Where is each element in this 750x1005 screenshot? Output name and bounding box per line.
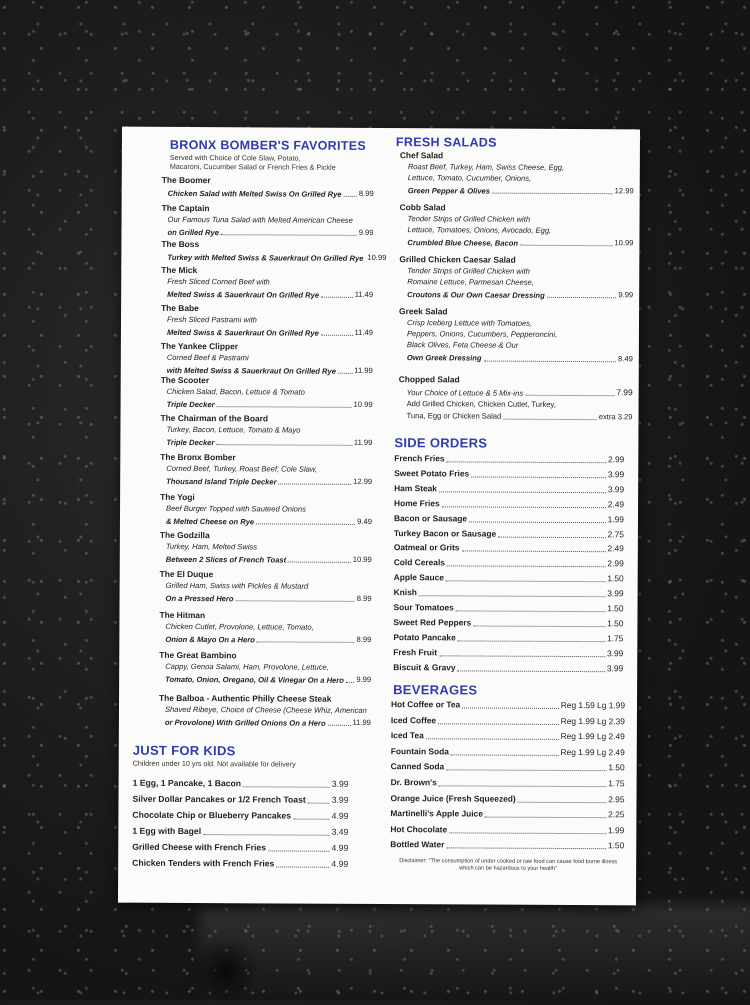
item-name: Sweet Potato Fries — [394, 467, 469, 480]
item-price: 8.99 — [357, 592, 372, 605]
item-row — [159, 715, 371, 729]
dot-leader — [446, 580, 605, 583]
dot-leader — [419, 594, 605, 597]
item-name: Green Pepper & Olives — [408, 185, 490, 197]
dot-leader — [328, 724, 351, 726]
beverage-items — [390, 128, 634, 129]
beverage-item — [390, 823, 624, 837]
dot-leader — [438, 722, 559, 725]
item-description: Turkey, Bacon, Lettuce, Tomato & Mayo — [160, 424, 372, 436]
item-description: Crisp Iceberg Lettuce with Tomatoes, — [399, 317, 633, 329]
dot-leader — [503, 418, 597, 420]
item-name: Hot Chocolate — [390, 823, 447, 836]
item-name: with Melted Swiss & Sauerkraut On Grilled Rye — [167, 365, 336, 377]
item-row — [160, 552, 372, 566]
item-price: 2.49 — [607, 543, 623, 556]
side-item — [393, 646, 623, 660]
shadow — [190, 935, 260, 1005]
item-description: Black Olives, Feta Cheese & Our — [399, 340, 633, 352]
item-name: The Yankee Clipper — [161, 341, 373, 353]
item-row — [399, 351, 633, 365]
item-price: 9.99 — [359, 226, 374, 239]
menu-item — [399, 254, 633, 302]
menu-item — [161, 265, 373, 301]
menu-item — [161, 239, 373, 264]
item-name: Croutons & Our Own Caesar Dressing — [407, 289, 545, 301]
dot-leader — [471, 475, 606, 478]
item-price: 11.99 — [354, 364, 373, 377]
item-price: 10.99 — [353, 553, 372, 566]
section-title-bronx: BRONX BOMBER'S FAVORITES — [170, 138, 366, 153]
item-name: Fresh Fruit — [393, 646, 437, 659]
item-name: Sour Tomatoes — [393, 601, 453, 614]
kids-item — [132, 809, 348, 823]
item-name: The Bronx Bomber — [160, 452, 372, 464]
item-price: 11.49 — [354, 326, 373, 339]
side-item — [394, 497, 624, 511]
side-items — [390, 128, 634, 129]
item-price: 3.99 — [607, 647, 623, 660]
dot-leader — [461, 550, 605, 553]
item-row — [399, 385, 633, 399]
item-description: Lettuce, Tomato, Cucumber, Onions, — [400, 172, 634, 184]
dot-leader — [447, 565, 605, 568]
dot-leader — [308, 802, 330, 804]
item-description: Turkey, Ham, Melted Swiss — [160, 541, 372, 553]
menu-item — [399, 202, 633, 250]
dot-leader — [484, 359, 617, 362]
kids-item — [132, 825, 348, 839]
item-description: Roast Beef, Turkey, Ham, Swiss Cheese, Egg, — [400, 161, 634, 173]
item-row — [398, 409, 632, 423]
item-name: The Godzilla — [160, 530, 372, 542]
item-name: Apple Sauce — [394, 571, 444, 584]
item-name: Oatmeal or Grits — [394, 541, 460, 554]
right-column — [390, 128, 634, 129]
bronx-items — [128, 127, 382, 128]
item-name: French Fries — [394, 452, 444, 465]
section-note: Children under 10 yrs old. Not available for delivery — [133, 759, 296, 770]
dot-leader — [451, 753, 559, 756]
menu-item — [161, 341, 373, 377]
side-item — [393, 616, 623, 630]
item-name: Home Fries — [394, 497, 440, 510]
item-row — [400, 184, 634, 198]
beverage-item — [390, 838, 624, 852]
item-name: 1 Egg with Bagel — [132, 825, 201, 838]
item-name: On a Pressed Hero — [166, 593, 234, 605]
dot-leader — [520, 244, 612, 246]
item-name: Chocolate Chip or Blueberry Pancakes — [132, 809, 291, 823]
item-name: Crumbled Blue Cheese, Bacon — [407, 237, 518, 249]
side-item — [393, 631, 623, 645]
dot-leader — [525, 394, 614, 396]
item-name: The Scooter — [161, 375, 373, 387]
item-row — [399, 236, 633, 250]
item-description: Lettuce, Tomatoes, Onions, Avocado, Egg, — [399, 224, 633, 236]
menu-sheet — [118, 127, 640, 906]
item-price: 12.99 — [353, 475, 372, 488]
item-price: 2.99 — [608, 453, 624, 466]
item-description: Corned Beef, Turkey, Roast Beef, Cole Slaw, — [160, 463, 372, 475]
item-name: Tomato, Onion, Oregano, Oil & Vinegar On a Hero — [165, 674, 344, 686]
item-name: Silver Dollar Pancakes or 1/2 French Toast — [132, 793, 305, 807]
item-name: Greek Salad — [399, 306, 633, 318]
beverage-item — [391, 714, 625, 728]
dot-leader — [279, 483, 352, 485]
dot-leader — [217, 405, 352, 408]
item-name: Orange Juice (Fresh Squeezed) — [390, 792, 515, 806]
item-name: Cold Cereals — [394, 556, 445, 569]
item-description: Grilled Ham, Swiss with Pickles & Mustard — [160, 580, 372, 592]
item-name: Knish — [394, 586, 417, 599]
dot-leader — [236, 599, 355, 602]
dot-leader — [321, 296, 353, 298]
item-description: Corned Beef & Pastrami — [161, 352, 373, 364]
item-row — [161, 250, 373, 264]
salad-items — [390, 128, 634, 129]
item-price: 3.99 — [332, 794, 349, 807]
dot-leader — [518, 800, 606, 802]
item-price: 1.50 — [607, 617, 623, 630]
section-title-kids: JUST FOR KIDS — [133, 743, 236, 759]
item-name: The Babe — [161, 303, 373, 315]
item-name: Biscuit & Gravy — [393, 661, 455, 674]
beverage-item — [391, 698, 625, 712]
side-item — [394, 571, 624, 585]
item-price: 1.50 — [607, 572, 623, 585]
item-price: 10.99 — [367, 251, 386, 264]
item-name: Chicken Tenders with French Fries — [132, 857, 274, 871]
menu-item — [161, 375, 373, 411]
dot-leader — [442, 505, 606, 508]
item-description: Peppers, Onions, Cucumbers, Pepperoncini, — [399, 328, 633, 340]
item-name: Sweet Red Peppers — [393, 616, 471, 629]
side-item — [394, 482, 624, 496]
item-row — [399, 288, 633, 302]
side-item — [393, 661, 623, 675]
dot-leader — [458, 639, 605, 642]
item-price: 10.99 — [614, 237, 633, 250]
dot-leader — [344, 195, 357, 197]
item-row — [160, 474, 372, 488]
item-name: 1 Egg, 1 Pancake, 1 Bacon — [133, 777, 242, 791]
dot-leader — [276, 865, 329, 867]
item-name: The Hitman — [159, 610, 371, 622]
item-name: The Captain — [162, 203, 374, 215]
dot-leader — [216, 443, 352, 446]
item-name: Cobb Salad — [400, 202, 634, 214]
item-price: 11.99 — [352, 716, 371, 729]
item-price: 1.99 — [608, 824, 624, 837]
menu-item — [161, 303, 373, 339]
item-description: Your Choice of Lettuce & 5 Mix-ins — [407, 387, 524, 399]
item-description: Fresh Sliced Pastrami with — [161, 314, 373, 326]
dot-leader — [547, 296, 617, 298]
menu-item — [160, 413, 372, 449]
kids-item — [132, 857, 348, 871]
item-name: The Balboa - Authentic Philly Cheese Steak — [159, 693, 371, 705]
item-name: The El Duque — [160, 569, 372, 581]
item-name: Martinelli's Apple Juice — [390, 807, 483, 820]
item-name: on Grilled Rye — [167, 227, 219, 238]
item-name: The Yogi — [160, 492, 372, 504]
dot-leader — [473, 624, 605, 627]
item-name: Melted Swiss & Sauerkraut On Grilled Rye — [167, 327, 319, 339]
kids-item — [132, 841, 348, 855]
item-description: Add Grilled Chicken, Chicken Cutlet, Turkey, — [399, 398, 633, 410]
dot-leader — [492, 192, 613, 195]
item-price: 2.75 — [608, 528, 624, 541]
item-price: 1.99 — [608, 513, 624, 526]
dot-leader — [256, 523, 355, 526]
menu-item — [159, 610, 371, 646]
side-item — [394, 541, 624, 555]
item-name: or Provolone) With Grilled Onions On a Hero — [165, 717, 326, 729]
dot-leader — [456, 609, 605, 612]
item-name: Chef Salad — [400, 150, 634, 162]
item-description: Chicken Salad, Bacon, Lettuce & Tomato — [161, 386, 373, 398]
item-price: 3.99 — [608, 483, 624, 496]
left-column — [128, 127, 382, 128]
menu-item — [159, 693, 371, 729]
side-item — [394, 527, 624, 541]
side-item — [393, 601, 623, 615]
item-name: Iced Tea — [391, 729, 424, 742]
dot-leader — [321, 334, 353, 336]
dot-leader — [446, 847, 606, 850]
item-price: 4.99 — [331, 842, 348, 855]
item-price: 4.99 — [331, 858, 348, 871]
menu-item — [160, 530, 372, 566]
item-price: 3.99 — [608, 468, 624, 481]
item-description: Cappy, Genoa Salami, Ham, Provolone, Lettuce, — [159, 661, 371, 673]
dot-leader — [288, 561, 351, 563]
item-row — [162, 186, 374, 200]
menu-item — [160, 452, 372, 488]
side-item — [394, 556, 624, 570]
dot-leader — [257, 641, 355, 644]
item-name: Melted Swiss & Sauerkraut On Grilled Rye — [167, 289, 319, 301]
dot-leader — [203, 833, 330, 836]
dot-leader — [439, 784, 606, 787]
item-name: Dr. Brown's — [391, 776, 437, 789]
kids-item — [132, 793, 348, 807]
item-name: Iced Coffee — [391, 714, 436, 727]
dot-leader — [446, 769, 606, 772]
item-price: 2.95 — [608, 793, 624, 806]
item-description: Our Famous Tuna Salad with Melted American Cheese — [162, 214, 374, 226]
item-name: The Boomer — [162, 175, 374, 187]
item-price: 9.99 — [356, 673, 371, 686]
item-price: 11.99 — [354, 436, 373, 449]
menu-item — [161, 203, 373, 239]
item-name: Triple Decker — [167, 399, 215, 410]
item-name: Triple Decker — [166, 437, 214, 448]
beverage-item — [391, 729, 625, 743]
dot-leader — [498, 535, 605, 538]
dot-leader — [293, 818, 330, 820]
beverage-item — [390, 792, 624, 806]
item-price: 1.75 — [608, 777, 624, 790]
side-item — [394, 512, 624, 526]
item-price: 12.99 — [615, 185, 634, 198]
item-name: Grilled Chicken Caesar Salad — [399, 254, 633, 266]
dot-leader — [469, 520, 606, 523]
item-name: The Great Bambino — [159, 650, 371, 662]
item-description: Romaine Lettuce, Parmesan Cheese, — [399, 276, 633, 288]
item-row — [159, 672, 371, 686]
item-name: Potato Pancake — [393, 631, 455, 644]
dot-leader — [462, 706, 559, 709]
item-description: Tender Strips of Grilled Chicken with — [400, 213, 634, 225]
item-price: 9.99 — [618, 289, 633, 302]
item-name: Hot Coffee or Tea — [391, 698, 460, 711]
kids-item — [133, 777, 349, 791]
menu-item — [399, 306, 633, 365]
item-price: 9.49 — [357, 515, 372, 528]
item-price: 2.99 — [607, 557, 623, 570]
item-name: Turkey Bacon or Sausage — [394, 527, 496, 541]
item-price: 1.50 — [608, 840, 624, 853]
section-title-beverages: BEVERAGES — [393, 682, 477, 697]
section-note: Macaroni, Cucumber Salad or French Fries & Pickle — [170, 162, 336, 173]
dot-leader — [346, 681, 354, 683]
kids-items — [128, 127, 382, 128]
item-row — [160, 435, 372, 449]
item-name: Canned Soda — [391, 760, 445, 773]
item-name: Thousand Island Triple Decker — [166, 476, 276, 488]
item-name: Turkey with Melted Swiss & Sauerkraut On Grilled Rye — [167, 252, 363, 264]
menu-item — [160, 569, 372, 605]
dot-leader — [439, 490, 606, 493]
item-row — [161, 325, 373, 339]
dot-leader — [485, 816, 606, 819]
item-price: Reg 1.59 Lg 1.99 — [561, 699, 625, 712]
item-price: 8.99 — [357, 633, 372, 646]
item-description: Fresh Sliced Corned Beef with — [161, 276, 373, 288]
item-row — [160, 591, 372, 605]
item-name: Chopped Salad — [399, 374, 633, 386]
item-price: 2.25 — [608, 808, 624, 821]
section-title-salads: FRESH SALADS — [396, 135, 497, 150]
dot-leader — [439, 654, 605, 657]
item-description: Tender Strips of Grilled Chicken with — [399, 265, 633, 277]
item-row — [160, 514, 372, 528]
dot-leader — [426, 737, 559, 740]
item-price: extra 3.29 — [599, 410, 633, 423]
menu-item — [160, 492, 372, 528]
item-description: Shaved Ribeye, Choice of Cheese (Cheese Whiz, American — [159, 704, 371, 716]
item-name: Fountain Soda — [391, 745, 449, 758]
item-price: 8.49 — [618, 352, 633, 365]
item-price: 2.49 — [608, 498, 624, 511]
dot-leader — [449, 831, 606, 834]
dot-leader — [447, 460, 606, 463]
menu-item — [159, 650, 371, 686]
item-row — [161, 225, 373, 239]
dot-leader — [338, 372, 352, 374]
item-price: 10.99 — [354, 398, 373, 411]
item-price: 1.75 — [607, 632, 623, 645]
disclaimer-line: which can be hazardous to your health" — [386, 865, 630, 873]
item-name: Between 2 Slices of French Toast — [166, 554, 286, 566]
menu-item — [162, 175, 374, 200]
item-price: 7.99 — [616, 386, 632, 399]
menu-item — [400, 150, 634, 198]
dot-leader — [221, 233, 357, 236]
beverage-item — [391, 760, 625, 774]
item-name: Bottled Water — [390, 838, 444, 851]
dot-leader — [268, 849, 330, 851]
section-title-sides: SIDE ORDERS — [394, 435, 487, 450]
item-price: 3.99 — [607, 662, 623, 675]
item-name: The Mick — [161, 265, 373, 277]
disclaimer-line: Disclaimer: "The consumption of under cooked or raw food can cause food borne illness — [386, 858, 630, 866]
item-price: 3.49 — [332, 826, 349, 839]
side-item — [394, 452, 624, 466]
item-price: Reg 1.99 Lg 2.49 — [560, 746, 624, 759]
beverage-item — [391, 745, 625, 759]
item-description: Tuna, Egg or Chicken Salad — [406, 409, 501, 422]
section-note: Served with Choice of Cole Slaw, Potato, — [170, 153, 301, 164]
item-name: Grilled Cheese with French Fries — [132, 841, 266, 855]
item-name: Onion & Mayo On a Hero — [165, 634, 255, 646]
dot-leader — [458, 669, 605, 672]
item-row — [159, 632, 371, 646]
beverage-item — [391, 776, 625, 790]
item-price: Reg 1.99 Lg 2.49 — [561, 730, 625, 743]
item-description: Beef Burger Topped with Sauteed Onions — [160, 503, 372, 515]
beverage-item — [390, 807, 624, 821]
floor-reflection — [200, 905, 750, 1000]
disclaimer — [386, 858, 630, 873]
item-price: 4.99 — [332, 810, 349, 823]
item-description: Chicken Cutlet, Provolone, Lettuce, Tomato, — [159, 621, 371, 633]
item-price: 1.50 — [608, 762, 624, 775]
item-price: 3.99 — [607, 587, 623, 600]
item-row — [161, 287, 373, 301]
item-name: Bacon or Sausage — [394, 512, 467, 525]
item-name: Ham Steak — [394, 482, 437, 495]
item-row — [161, 397, 373, 411]
dot-leader — [243, 785, 330, 787]
menu-item — [398, 374, 632, 423]
item-name: The Boss — [161, 239, 373, 251]
item-price: 3.99 — [332, 778, 349, 791]
side-item — [394, 467, 624, 481]
item-name: Own Greek Dressing — [407, 353, 482, 365]
side-item — [394, 586, 624, 600]
item-price: Reg 1.99 Lg 2.39 — [561, 715, 625, 728]
item-name: The Chairman of the Board — [160, 413, 372, 425]
item-price: 1.50 — [607, 602, 623, 615]
item-name: Chicken Salad with Melted Swiss On Grilled Rye — [168, 188, 342, 200]
item-name: & Melted Cheese on Rye — [166, 516, 254, 528]
item-price: 8.99 — [359, 187, 374, 200]
item-price: 11.49 — [355, 288, 374, 301]
